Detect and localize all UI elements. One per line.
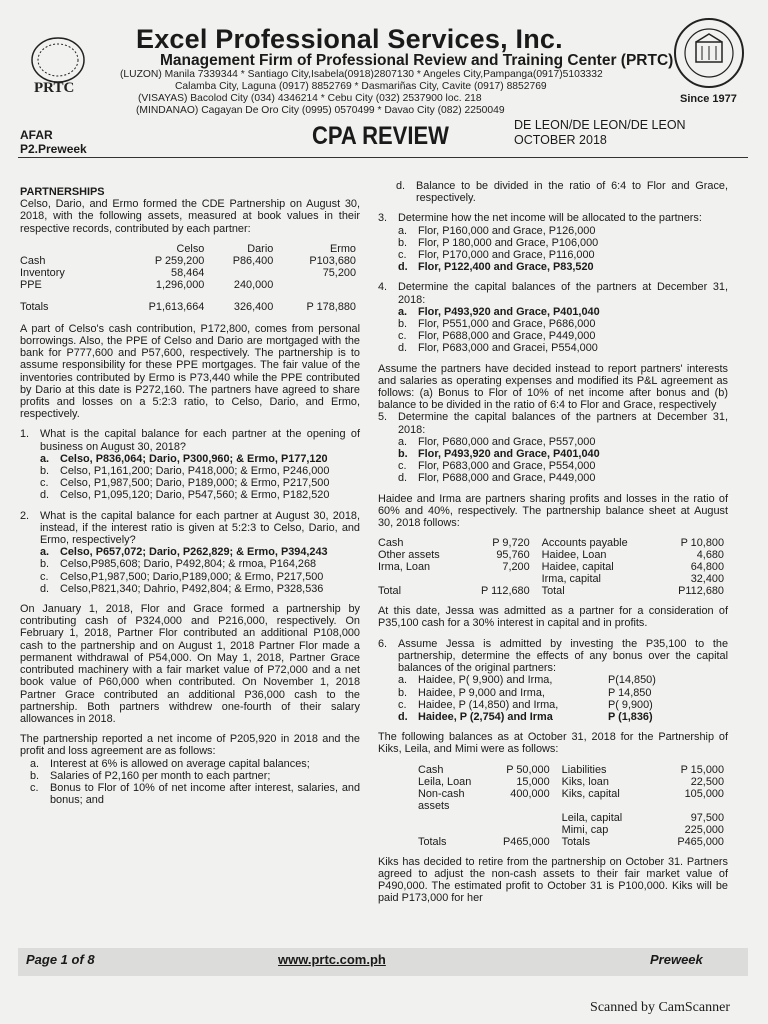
question-text: Determine how the net income will be allocated to the partners:: [398, 212, 702, 225]
choice-list: [398, 674, 728, 723]
table-cell: P86,400: [232, 254, 274, 267]
question-number: 4.: [378, 281, 388, 294]
choice-item: d. Haidee, P (2,754) and Irma P (1,836): [398, 710, 653, 723]
table-cell: 75,200: [322, 266, 356, 279]
question-number: 1.: [20, 428, 30, 441]
choice-item: a. Celso, P657,072; Dario, P262,829; & Ermo, P394,243: [40, 546, 328, 559]
table-row: [20, 255, 360, 267]
table-cell: Totals: [20, 300, 49, 313]
case-paragraph: The following balances as at October 31, 2018 for the Partnership of Kiks, Leila, and Mimi were as follows:: [378, 731, 728, 756]
exam-code: P2.Preweek: [20, 142, 87, 156]
table-cell: 240,000: [233, 278, 274, 291]
table-cell: P1,613,664: [148, 300, 205, 313]
question-text: Assume Jessa is admitted by investing the P35,100 to the partnership, determine the effects of any bonus over the capital balances of the original partners:: [398, 637, 728, 675]
choice-item: a. Flor, P493,920 and Grace, P401,040: [398, 305, 600, 318]
choice-item: a. Haidee, P( 9,900) and Irma, P(14,850): [398, 674, 656, 687]
agreement-item: d. Balance to be divided in the ratio of 6:4 to Flor and Grace, respectively.: [396, 180, 728, 205]
agreement-item: b. Salaries of P2,160 per month to each partner;: [30, 769, 271, 782]
table-cell: Cash: [20, 254, 46, 267]
header-divider: [18, 157, 748, 158]
table-row: Irma, capital 32,400: [541, 573, 724, 586]
case-paragraph: At this date, Jessa was admitted as a partner for a consideration of P35,100 cash for a 30% interest in capital and in profits.: [378, 605, 728, 630]
choice-item: c. Haidee, P (14,850) and Irma, P( 9,900): [398, 698, 653, 711]
choice-item: d. Flor, P688,000 and Grace, P449,000: [398, 472, 596, 485]
choice-list: [398, 225, 728, 274]
choice-item: b. Flor, P551,000 and Grace, P686,000: [398, 318, 596, 331]
assets-table: [20, 243, 360, 313]
table-cell: PPE: [20, 278, 42, 291]
kiks-balances-table: [418, 764, 728, 848]
choice-item: b. Flor, P493,920 and Grace, P401,040: [398, 448, 600, 461]
question-5: [378, 411, 728, 484]
table-header: Dario: [247, 242, 274, 255]
table-header: [20, 243, 116, 255]
page-number: Page 1 of 8: [26, 952, 95, 967]
choice-item: c. Flor, P688,000 and Grace, P449,000: [398, 330, 596, 343]
subject-code: AFAR: [20, 128, 53, 142]
table-header-row: [20, 243, 360, 255]
agreement-item: c. Bonus to Flor of 10% of net income after interest, salaries, and bonus; and: [30, 781, 360, 807]
table-row: Irma, Loan 7,200 Haidee, capital 64,800: [378, 561, 724, 574]
table-header: Ermo: [329, 242, 356, 255]
choice-item: d. Flor, P122,400 and Grace, P83,520: [398, 261, 594, 274]
question-text: Determine the capital balances of the partners at December 31, 2018:: [398, 411, 728, 436]
firm-subtitle: Management Firm of Professional Review and Training Center (PRTC): [160, 52, 674, 69]
choice-item: d. Flor, P683,000 and Gracei, P554,000: [398, 342, 598, 355]
choice-item: c. Celso, P1,987,500; Dario, P189,000; & Ermo, P217,500: [40, 477, 330, 490]
question-3: [378, 212, 728, 273]
table-total-row: Totals P465,000 Totals P465,000: [418, 835, 724, 848]
choice-item: c. Celso,P1,987,500; Dario,P189,000; & Ermo, P217,500: [40, 570, 324, 583]
table-row: Cash P 9,720 Accounts payable P 10,800: [378, 537, 724, 550]
choice-item: c. Flor, P683,000 and Grace, P554,000: [398, 460, 596, 473]
table-cell: P103,680: [309, 254, 356, 267]
question-number: 6.: [378, 637, 388, 650]
website-link[interactable]: www.prtc.com.ph: [278, 952, 386, 967]
table-cell: 1,296,000: [155, 278, 205, 291]
prtc-logo-icon: [22, 30, 106, 102]
table-row: [20, 267, 360, 279]
since-label: Since 1977: [680, 93, 737, 105]
choice-list: [398, 306, 728, 355]
right-column: [378, 180, 728, 904]
table-row: Non-cash assets 400,000 Kiks, capital 105,000: [418, 787, 724, 812]
choice-list: [40, 546, 360, 595]
table-row: [20, 279, 360, 291]
question-number: 2.: [20, 509, 30, 522]
case-paragraph: On January 1, 2018, Flor and Grace formed a partnership by contributing cash of P324,000 and P216,000, respectively. On February 1, 2018, Partner Flor contributed an additional P108,000 cash to the partnership and on August 1, 2018 Partner Flor made a permanent withdrawal of P54,000. On May 1, 2018, Partner Grace contributed machinery with a fair market value of P72,000 and a net book value of P60,000 when contributed. On November 1, 2018 Partner Grace contributed an additional P36,000 cash to the partnership. Both partners withdrew one-fourth of their salary allowances in 2018.: [20, 603, 360, 725]
address-mindanao: (MINDANAO) Cagayan De Oro City (0995) 0570499 * Davao City (082) 2250049: [136, 105, 505, 116]
question-number: 3.: [378, 212, 388, 225]
review-center-seal-icon: [672, 16, 746, 90]
address-visayas: (VISAYAS) Bacolod City (034) 4346214 * Cebu City (032) 2537900 loc. 218: [138, 93, 482, 104]
section-heading: PARTNERSHIPS: [20, 186, 105, 198]
page-title: CPA REVIEW: [312, 122, 449, 150]
table-cell: 58,464: [171, 266, 205, 279]
svg-text:PRTC: PRTC: [34, 80, 75, 96]
authors: DE LEON/DE LEON/DE LEON: [514, 118, 686, 132]
firm-name: Excel Professional Services, Inc.: [136, 24, 563, 54]
choice-item: d. Celso,P821,340; Dahrio, P492,804; & Ermo, P328,536: [40, 582, 324, 595]
choice-item: b. Haidee, P 9,000 and Irma, P 14,850: [398, 686, 652, 699]
table-row: Other assets 95,760 Haidee, Loan 4,680: [378, 549, 724, 562]
choice-item: c. Flor, P170,000 and Grace, P116,000: [398, 249, 595, 262]
scanner-watermark: Scanned by CamScanner: [590, 1000, 730, 1015]
choice-item: a. Flor, P160,000 and Grace, P126,000: [398, 224, 596, 237]
choice-list: [398, 436, 728, 485]
question-text: What is the capital balance for each partner at August 30, 2018, instead, if the interest ratio is given at 5:2:3 to Celso, Dario, and Ermo, respectively?: [40, 509, 360, 547]
question-4: [378, 281, 728, 354]
address-luzon: (LUZON) Manila 7339344 * Santiago City,Isabela(0918)2807130 * Angeles City,Pampanga(0917)5103332: [120, 69, 603, 80]
table-cell: P 259,200: [154, 254, 205, 267]
case-paragraph: Kiks has decided to retire from the partnership on October 31. Partners agreed to adjust the non-cash assets to their fair market value of P490,000. The estimated profit to October 31 is P100,000. Kiks will be paid P173,000 for her: [378, 855, 728, 905]
table-cell: P 178,880: [306, 300, 356, 313]
question-text: Determine the capital balances of the partners at December 31, 2018:: [398, 281, 728, 306]
choice-list: [40, 453, 360, 502]
table-cell: [277, 279, 360, 291]
table-header: Celso: [176, 242, 205, 255]
review-date: OCTOBER 2018: [514, 133, 607, 147]
case-paragraph: Haidee and Irma are partners sharing profits and losses in the ratio of 60% and 40%, respectively. The partnership balance sheet at August 30, 2018 follows:: [378, 492, 728, 530]
footer-label: Preweek: [650, 952, 703, 967]
case-paragraph: A part of Celso's cash contribution, P172,800, comes from personal borrowings. Also, the PPE of Celso and Dario are mortgaged with the bank for P777,600 and P57,600, respectively. The partnership is to assume responsibility for these PPE mortgages. The fair value of the inventories contributed by Ermo is P73,440 while the PPE contributed by Dario at this date is P272,160. The partners have agreed to share profits and losses on a 5:2:3 ratio, to Celso, Dario, and Ermo, respectively.: [20, 322, 360, 421]
table-total-row: Total P 112,680 Total P112,680: [378, 585, 724, 598]
question-6: [378, 638, 728, 723]
agreement-item: a. Interest at 6% is allowed on average capital balances;: [30, 757, 310, 770]
choice-item: b. Flor, P 180,000 and Grace, P106,000: [398, 236, 599, 249]
case-paragraph: The partnership reported a net income of P205,920 in 2018 and the profit and loss agreement are as follows:: [20, 733, 360, 758]
table-row: Leila, capital 97,500: [561, 811, 724, 824]
table-row: Mimi, cap 225,000: [561, 823, 724, 836]
question-text: What is the capital balance for each partner at the opening of business on August 30, 2018?: [40, 428, 360, 453]
choice-item: d. Celso, P1,095,120; Dario, P547,560; & Ermo, P182,520: [40, 489, 330, 502]
agreement-list: [20, 758, 360, 807]
table-cell: [208, 267, 277, 279]
table-row: Leila, Loan 15,000 Kiks, loan 22,500: [418, 775, 724, 788]
intro-paragraph: Celso, Dario, and Ermo formed the CDE Partnership on August 30, 2018, with the following assets, measured at book values in their respective records, contributed by each partner:: [20, 198, 360, 235]
choice-item: b. Celso,P985,608; Dario, P492,804; & rmoa, P164,268: [40, 558, 317, 571]
agreement-list: [378, 180, 728, 204]
left-column: [20, 186, 360, 806]
table-cell: 326,400: [233, 300, 274, 313]
balance-sheet-table: [378, 537, 728, 597]
case-paragraph: Assume the partners have decided instead to report partners' interests and salaries as operating expenses and modified its P&L agreement as follows: (a) Bonus to Flor of 10% of net income after bonus and (b) balance to be divided in the ratio of 6:4 to Flor and Grace, respectively: [378, 362, 728, 412]
table-cell: Inventory: [20, 266, 65, 279]
question-1: [20, 428, 360, 501]
table-total-row: [20, 291, 360, 313]
table-row: Cash P 50,000 Liabilities P 15,000: [418, 763, 724, 776]
question-number: 5.: [378, 411, 388, 424]
choice-item: a. Celso, P836,064; Dario, P300,960; & Ermo, P177,120: [40, 452, 328, 465]
choice-item: b. Celso, P1,161,200; Dario, P418,000; & Ermo, P246,000: [40, 465, 330, 478]
question-2: [20, 510, 360, 595]
choice-item: a. Flor, P680,000 and Grace, P557,000: [398, 435, 596, 448]
address-calabarzon: Calamba City, Laguna (0917) 8852769 * Dasmariñas City, Cavite (0917) 8852769: [175, 81, 547, 92]
